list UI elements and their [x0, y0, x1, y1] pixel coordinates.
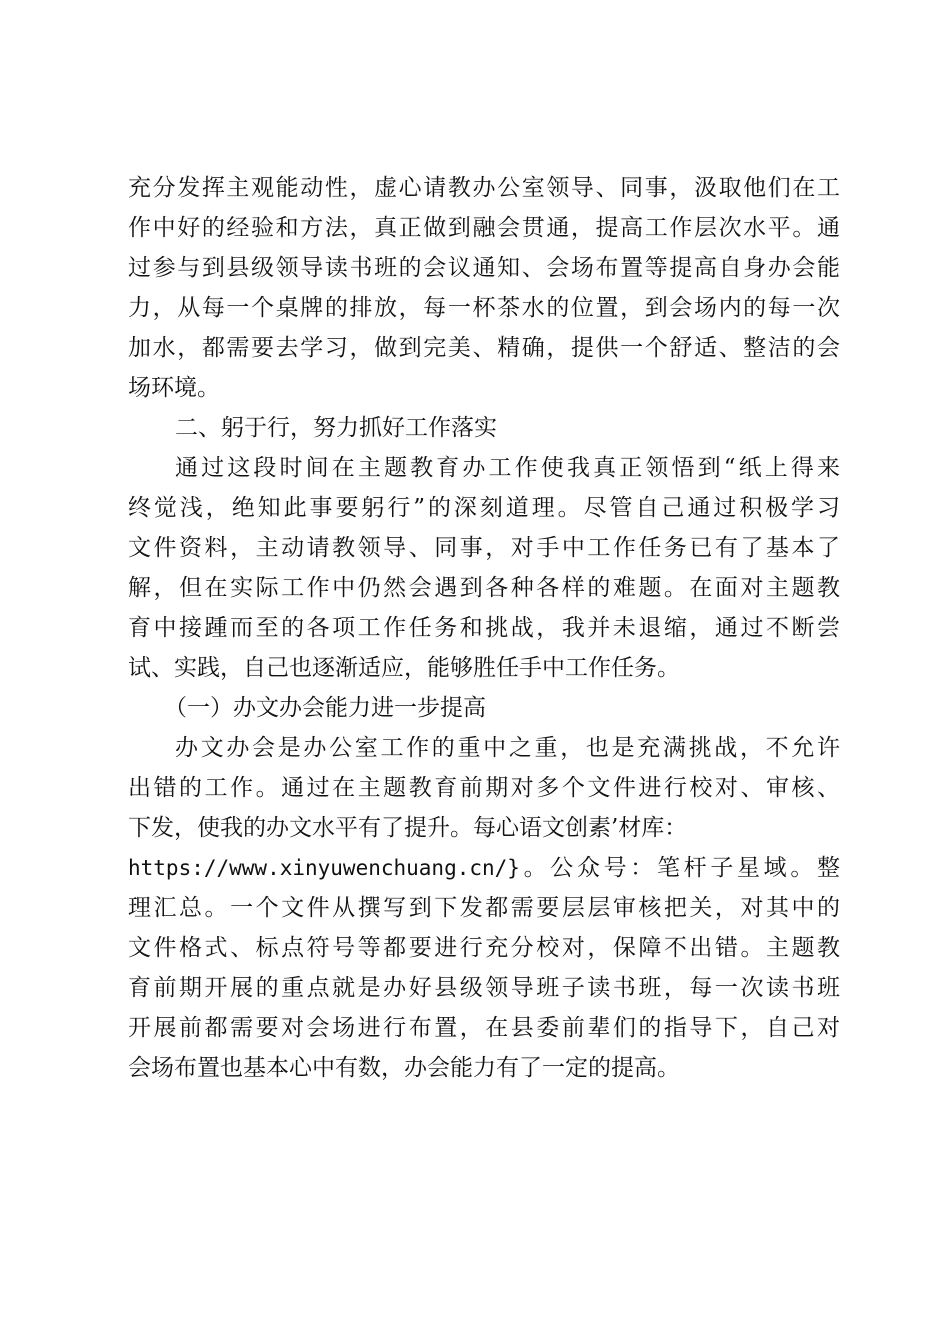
text-line: 充分发挥主观能动性，虚心请教办公室领导、同事，汲取他们在工	[128, 175, 840, 201]
text-line: 育中接踵而至的各项工作任务和挑战，我并未退缩，通过不断尝	[128, 615, 840, 641]
text-line: 加水，都需要去学习，做到完美、精确，提供一个舒适、整洁的会	[128, 335, 840, 361]
text-line: 文件资料，主动请教领导、同事，对手中工作任务已有了基本了	[128, 535, 840, 561]
text-line: 试、实践，自己也逐渐适应，能够胜任手中工作任务。	[128, 655, 680, 681]
text-line: 理汇总。一个文件从撰写到下发都需要层层审核把关，对其中的	[128, 895, 840, 921]
paragraph	[128, 448, 840, 688]
text-line: 终觉浅，绝知此事要躬行”的深刻道理。尽管自己通过积极学习	[128, 495, 840, 521]
text-line: 出错的工作。通过在主题教育前期对多个文件进行校对、审核、	[128, 775, 840, 801]
text-line-url	[128, 848, 840, 888]
section-heading: 二、躬于行，努力抓好工作落实	[175, 415, 497, 441]
text-line: 文件格式、标点符号等都要进行充分校对，保障不出错。主题教	[128, 935, 840, 961]
text-line: 下发，使我的办文水平有了提升。每心语文创素’材库：	[128, 815, 688, 841]
paragraph	[128, 728, 840, 1088]
paragraph	[128, 168, 840, 408]
text-line: 开展前都需要对会场进行布置，在县委前辈们的指导下，自己对	[128, 1015, 840, 1041]
text-line: 解，但在实际工作中仍然会遇到各种各样的难题。在面对主题教	[128, 575, 840, 601]
url-text[interactable]: https://www.xinyuwenchuang.cn/}	[128, 856, 520, 880]
text-line: 通过这段时间在主题教育办工作使我真正领悟到“纸上得来	[175, 455, 840, 481]
text-line: 会场布置也基本心中有数，办会能力有了一定的提高。	[128, 1055, 680, 1081]
text-line: 办文办会是办公室工作的重中之重，也是充满挑战，不允许	[175, 735, 840, 761]
document-body	[128, 168, 840, 1088]
text-line: 育前期开展的重点就是办好县级领导班子读书班，每一次读书班	[128, 975, 840, 1001]
text-fragment: 。公众号：笔杆子星域。整	[519, 855, 840, 881]
text-line: 场环境。	[128, 375, 220, 401]
subsection-heading: （一）办文办会能力进一步提高	[164, 695, 486, 721]
text-line: 作中好的经验和方法，真正做到融会贯通，提高工作层次水平。通	[128, 215, 840, 241]
text-line: 力，从每一个桌牌的排放，每一杯茶水的位置，到会场内的每一次	[128, 295, 840, 321]
text-line: 过参与到县级领导读书班的会议通知、会场布置等提高自身办会能	[128, 255, 840, 281]
